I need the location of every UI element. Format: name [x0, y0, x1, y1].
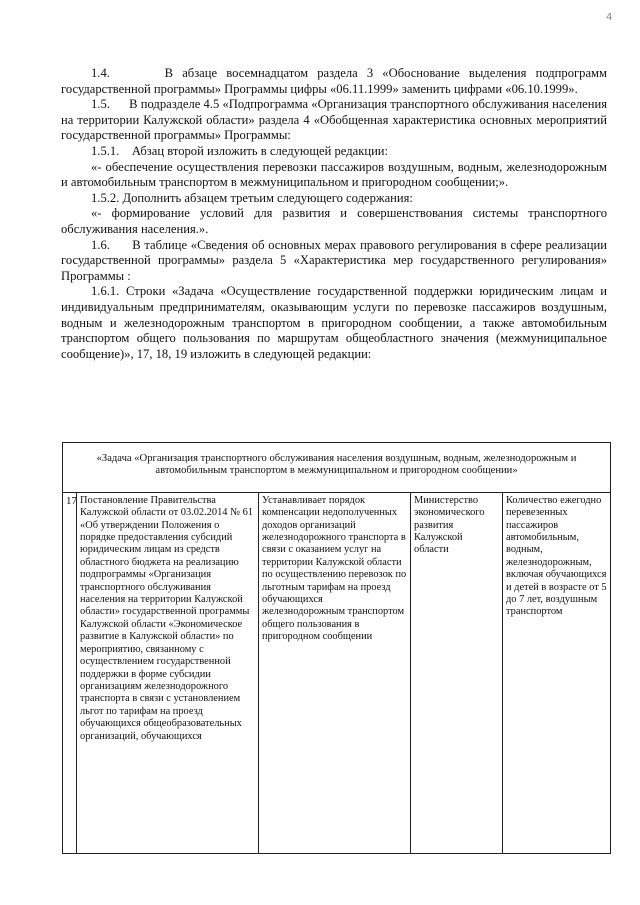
legal-act-cell: Постановление Правительства Калужской области от 03.02.2014 № 61 «Об утверждении Положения о порядке предоставления субсидий юридическим лицам из средств областного бюджета на реализацию подпрограммы «Организация транспортного обслуживания населения на территории Калужской области» государственной программы Калужской области «Экономическое развитие в Калужской области» по мероприятию, связанному с осуществлением государственной поддержки в форме субсидии организациям железнодорожного транспорта в связи с установлением льгот по тарифам на проезд обучающихся общеобразовательных организаций, обучающихся	[77, 492, 259, 853]
page-mark: 4	[606, 12, 613, 23]
row-number-cell: 17	[63, 492, 77, 853]
document-body	[61, 66, 607, 362]
paragraph-1-6-1: 1.6.1. Строки «Задача «Осуществление государственной поддержки юридическим лицам и индивидуальным предпринимателям, оказывающим услуги по перевозке пассажиров воздушным, водным и железнодорожным транспортом в пригородном сообщении, а также автомобильным транспортом общего пользования по маршрутам общеобластного значения (межмуниципальное сообщение)», 17, 18, 19 изложить в следующей редакции:	[61, 284, 607, 361]
regulation-content-cell: Устанавливает порядок компенсации недополученных доходов организаций железнодорожного транспорта в связи с оказанием услуг на территории Калужской области по осуществлению перевозок по льготным тарифам на проезд обучающихся железнодорожным транспортом общего пользования в пригородном сообщении	[259, 492, 411, 853]
paragraph-quote-1: «- обеспечение осуществления перевозки пассажиров воздушным, водным, железнодорожным и автомобильным транспортом в межмуниципальном и пригородном сообщении;».	[61, 159, 607, 190]
table-row	[63, 492, 611, 853]
table-header-cell: «Задача «Организация транспортного обслуживания населения воздушным, водным, железнодорожным и автомобильным транспортом в межмуниципальном и пригородном сообщении»	[63, 443, 611, 493]
paragraph-1-5-1: 1.5.1. Абзац второй изложить в следующей редакции:	[91, 143, 389, 158]
responsible-executor-cell: Министерство экономического развития Калужской области	[411, 492, 503, 853]
table-header-row	[63, 443, 611, 493]
measures-table	[62, 442, 611, 854]
paragraph-quote-2: «- формирование условий для развития и совершенствования системы транспортного обслуживания населения.».	[61, 206, 607, 236]
paragraph-1-5: 1.5. В подразделе 4.5 «Подпрограмма «Организация транспортного обслуживания населения на территории Калужской области» раздела 4 «Обобщенная характеристика основных мероприятий государственной программы» Программы:	[61, 97, 607, 143]
paragraph-1-4: 1.4. В абзаце восемнадцатом раздела 3 «Обоснование выделения подпрограмм государственной программы» Программы цифры «06.11.1999» заменить цифрами «06.10.1999».	[61, 66, 607, 96]
paragraph-1-6: 1.6. В таблице «Сведения об основных мерах правового регулирования в сфере реализации государственной программы» раздела 5 «Характеристика мер государственного регулирования» Программы :	[61, 237, 607, 283]
indicator-cell: Количество ежегодно перевезенных пассажиров автомобильным, водным, железнодорожным, включая обучающихся и детей в возрасте от 5 до 7 лет, воздушным транспортом	[503, 492, 611, 853]
paragraph-1-5-2: 1.5.2. Дополнить абзацем третьим следующего содержания:	[91, 190, 413, 205]
